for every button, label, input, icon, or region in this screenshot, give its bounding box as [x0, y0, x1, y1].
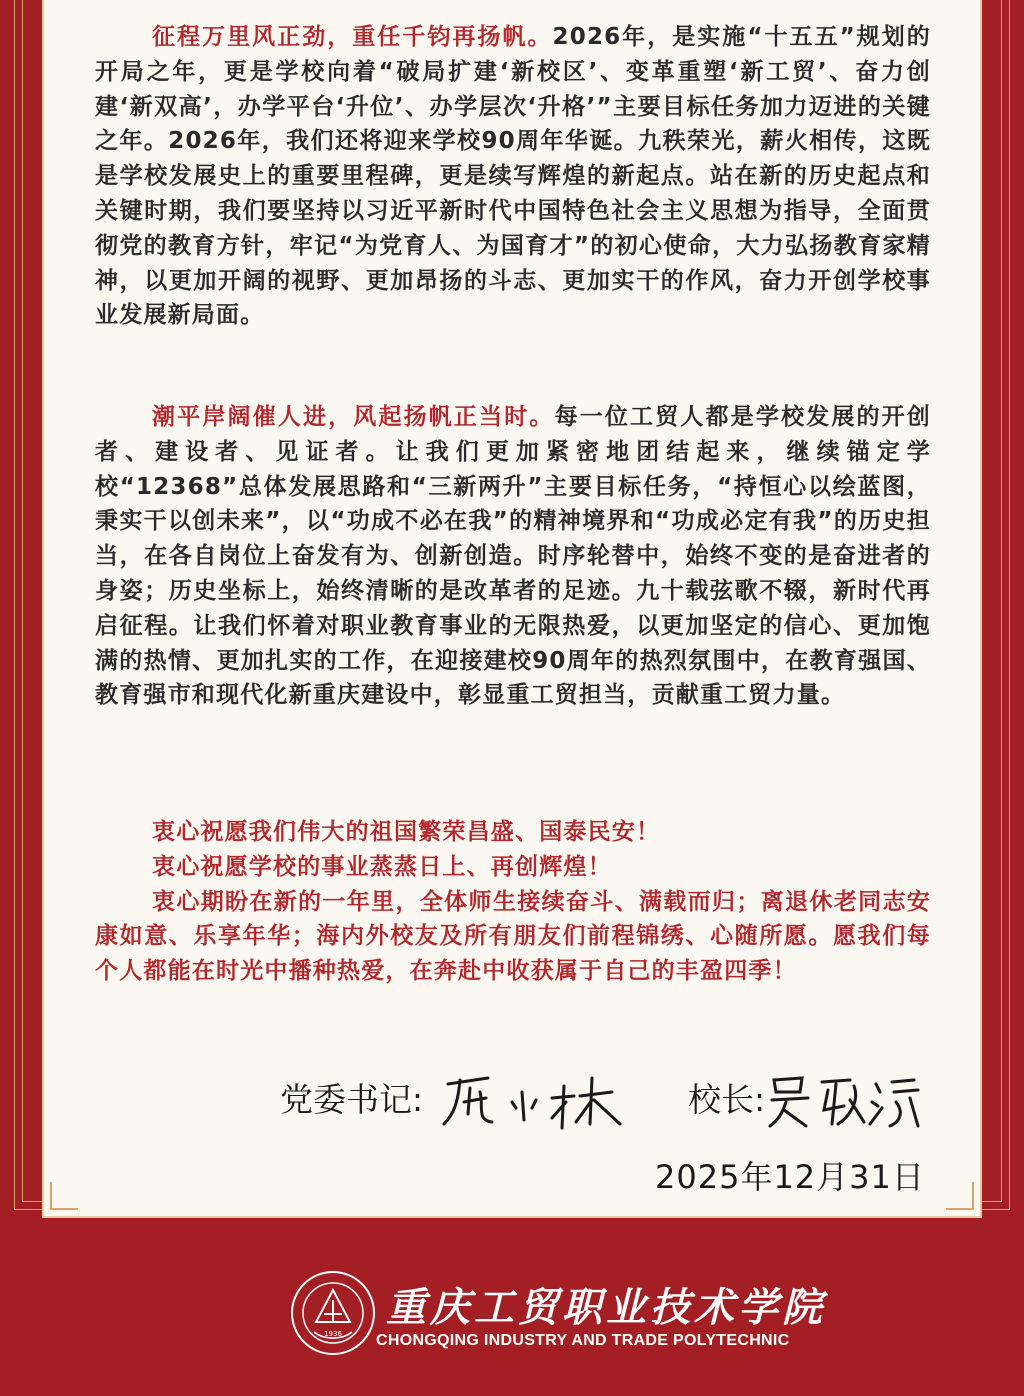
corner-ornament-bottom-right [946, 1182, 974, 1210]
paragraph-1-body: 2026年，是实施“十五五”规划的开局之年，更是学校向着“破局扩建‘新校区’、变革重塑‘新工贸’、奋力创建‘新双高’，办学平台‘升位’、办学层次‘升格’”主要目标任务加力迈进的关键之年。2026年，我们还将迎来学校90周年华诞。九秩荣光，薪火相传，这既是学校发展史上的重要里程碑，更是续写辉煌的新起点。站在新的历史起点和关键时期，我们要坚持以习近平新时代中国特色社会主义思想为指导，全面贯彻党的教育方针，牢记“为党育人、为国育才”的初心使命，大力弘扬教育家精神，以更加开阔的视野、更加昂扬的斗志、更加实干的作风，奋力开创学校事业发展新局面。 [95, 24, 931, 329]
paragraph-1-lead: 征程万里风正劲，重任千钧再扬帆。 [152, 24, 553, 50]
president-label: 校长: [688, 1080, 766, 1119]
paragraph-2-body: 每一位工贸人都是学校发展的开创者、建设者、见证者。让我们更加紧密地团结起来，继续锚定学校“12368”总体发展思路和“三新两升”主要目标任务，“持恒心以绘蓝图，秉实干以创未来”，以“功成不必在我”的精神境界和“功成必定有我”的历史担当，在各自岗位上奋发有为、创新创造。时序轮替中，始终不变的是奋进者的身姿；历史坐标上，始终清晰的是改革者的足迹。九十载弦歌不辍，新时代再启征程。让我们怀着对职业教育事业的无限热爱，以更加坚定的信心、更加饱满的热情、更加扎实的工作，在迎接建校90周年的热烈氛围中，在教育强国、教育强市和现代化新重庆建设中，彰显重工贸担当，贡献重工贸力量。 [95, 404, 932, 709]
wishes-block [95, 815, 931, 989]
paragraph-2 [95, 400, 931, 713]
school-name-chinese: 重庆工贸职业技术学院 [386, 1284, 826, 1331]
president-signature [764, 1062, 924, 1132]
paragraph-1 [95, 20, 931, 333]
wish-line: 衷心期盼在新的一年里，全体师生接续奋斗、满载而归；离退休老同志安康如意、乐享年华；海内外校友及所有朋友们前程锦绣、心随所愿。愿我们每个人都能在时光中播种热爱，在奔赴中收获属于自己的丰盈四季！ [95, 888, 931, 985]
paragraph-2-lead: 潮平岸阔催人进，风起扬帆正当时。 [152, 404, 555, 430]
school-name-english: CHONGQING INDUSTRY AND TRADE POLYTECHNIC [376, 1332, 790, 1349]
letter-date: 2025年12月31日 [655, 1158, 925, 1196]
wish-line: 衷心祝愿学校的事业蒸蒸日上、再创辉煌！ [152, 853, 612, 880]
wish-line: 衷心祝愿我们伟大的祖国繁荣昌盛、国泰民安！ [152, 819, 661, 845]
secretary-signature [440, 1062, 640, 1132]
signature-row [280, 1062, 940, 1132]
emblem-year: 1936 [324, 1330, 342, 1338]
secretary-label: 党委书记: [280, 1080, 424, 1119]
school-emblem-logo [290, 1270, 376, 1356]
corner-ornament-bottom-left [50, 1182, 78, 1210]
